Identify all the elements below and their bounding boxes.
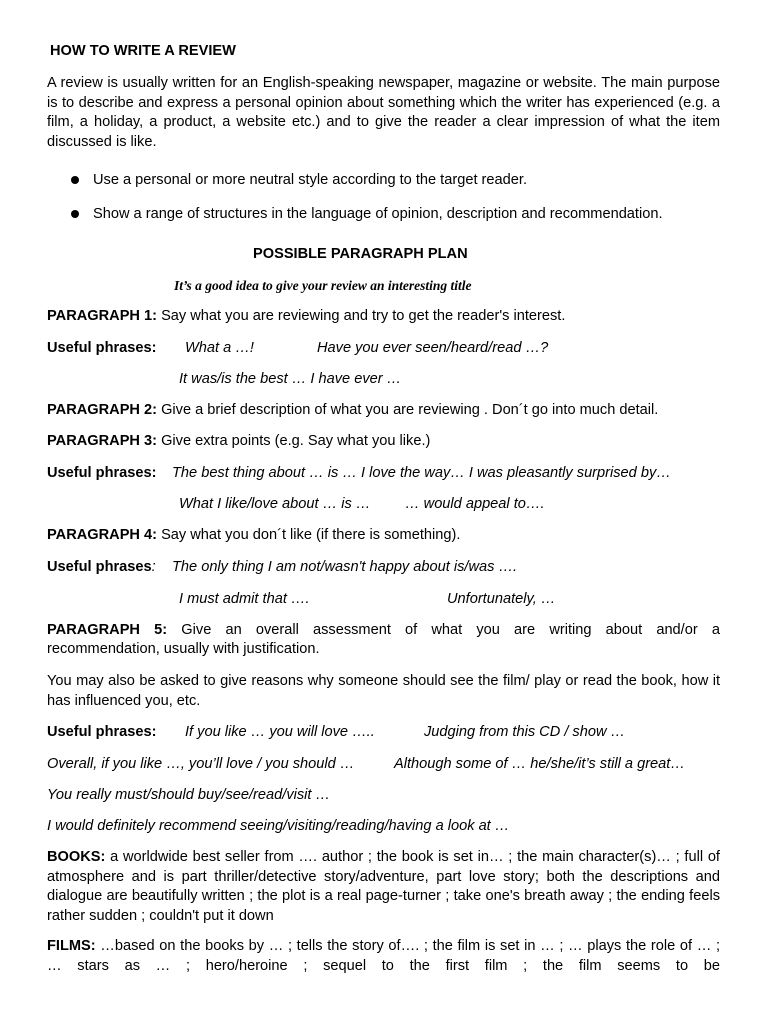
bullet-icon [71,210,79,218]
films-text: …based on the books by … ; tells the story of…. ; the film is set in … ; … plays the role of … ; … stars as … ; hero/heroine ; sequel to the first film ; the film seems to be [47,938,720,974]
useful-phrases-label: Useful phrases: [47,465,157,481]
paragraph-1-text: Say what you are reviewing and try to get the reader's interest. [157,308,566,324]
title-tip: It’s a good idea to give your review an interesting title [174,278,472,293]
books-label: BOOKS: [47,849,106,865]
paragraph-4-label: PARAGRAPH 4: [47,527,158,543]
books-text: a worldwide best seller from …. author ; the book is set in… ; the main character(s)… ; full of atmosphere and is part thriller/detective story/adventure, part love story; both the descriptions and dialogue are beautifully written ; the plot is a real page-turner ; take one's breath away ; the ending feels rather sudden ; couldn't put it down [47,849,720,924]
phrase: You really must/should buy/see/read/visit … [47,787,331,803]
phrase: Judging from this CD / show … [424,724,626,740]
paragraph-4-line [47,526,460,546]
bullet-icon [71,176,79,184]
phrase: The best thing about … is … I love the way… I was pleasantly surprised by… [172,465,671,481]
useful-phrases-label-line [47,558,156,578]
phrase: Unfortunately, … [447,591,556,607]
paragraph-4-text: Say what you don´t like (if there is something). [157,527,461,543]
phrase: … would appeal to…. [405,496,545,512]
phrase: Although some of … he/she/it’s still a great… [394,756,685,772]
phrase: I must admit that …. [179,591,310,607]
useful-phrases-label: Useful phrases [47,559,152,575]
paragraph-3-line [47,432,430,452]
phrase: Have you ever seen/heard/read …? [317,340,549,356]
paragraph-2-text: Give a brief description of what you are reviewing . Don´t go into much detail. [157,402,659,418]
phrase: It was/is the best … I have ever … [179,371,402,387]
paragraph-2-line [47,401,658,421]
reasons-paragraph: You may also be asked to give reasons why someone should see the film/ play or read the book, how it has influenced you, etc. [47,673,720,709]
phrase: The only thing I am not/wasn't happy about is/was …. [172,559,518,575]
useful-phrases-label: Useful phrases: [47,724,157,740]
paragraph-2-label: PARAGRAPH 2: [47,402,158,418]
paragraph-5-label: PARAGRAPH 5: [47,622,168,638]
paragraph-3-text: Give extra points (e.g. Say what you like.) [157,433,431,449]
paragraph-5-line-1 [47,621,720,641]
phrase: I would definitely recommend seeing/visiting/reading/having a look at … [47,818,510,834]
phrase: What a …! [185,340,254,356]
paragraph-3-label: PARAGRAPH 3: [47,433,158,449]
bullet-item: Show a range of structures in the language of opinion, description and recommendation. [93,206,663,222]
books-paragraph [47,848,720,926]
intro-paragraph: A review is usually written for an English-speaking newspaper, magazine or website. The main purpose is to describe and express a personal opinion about something which the writer has experienced (e.g. a film, a holiday, a product, a website etc.) and to give the reader a clear impression of what the item discussed is like. [47,75,720,150]
paragraph-5-text: Give an overall assessment of what you are writing about and/or a [181,622,720,638]
paragraph-1-label: PARAGRAPH 1: [47,308,158,324]
plan-heading: POSSIBLE PARAGRAPH PLAN [253,246,468,262]
phrase: What I like/love about … is … [179,496,371,512]
useful-phrases-label: Useful phrases: [47,340,157,356]
paragraph-5-line-2: recommendation, usually with justification. [47,641,320,657]
phrase: Overall, if you like …, you’ll love / you should … [47,756,355,772]
films-label: FILMS: [47,938,96,954]
colon: : [151,559,156,575]
paragraph-1-line [47,307,565,327]
document-title: HOW TO WRITE A REVIEW [50,43,236,59]
phrase: If you like … you will love ….. [185,724,375,740]
bullet-item: Use a personal or more neutral style according to the target reader. [93,172,527,188]
films-paragraph [47,937,720,976]
